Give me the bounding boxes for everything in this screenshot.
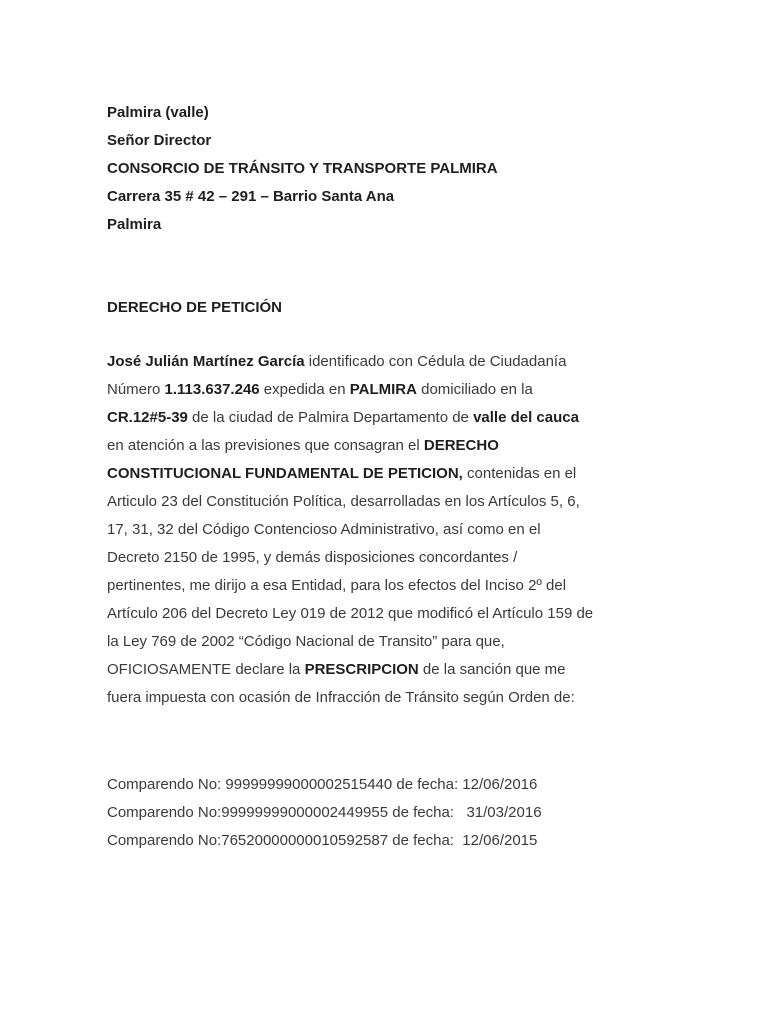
address-line: Carrera 35 # 42 – 291 – Barrio Santa Ana <box>107 188 395 205</box>
citation-item: Comparendo No: 99999999000002515440 de fecha: 12/06/2016 <box>107 776 538 793</box>
paragraph-line: Número 1.113.637.246 expedida en PALMIRA domiciliado en la <box>107 381 533 398</box>
paragraph-line: en atención a las previsiones que consagran el DERECHO <box>107 437 499 454</box>
paragraph-line: OFICIOSAMENTE declare la PRESCRIPCION de la sanción que me <box>107 661 566 678</box>
citation-item: Comparendo No:99999999000002449955 de fecha: 31/03/2016 <box>107 804 542 821</box>
petition-paragraph <box>107 348 667 712</box>
addressee-block <box>107 99 498 239</box>
paragraph-line: CONSTITUCIONAL FUNDAMENTAL DE PETICION, contenidas en el <box>107 465 577 482</box>
department: valle del cauca <box>473 409 579 426</box>
paragraph-line: Decreto 2150 de 1995, y demás disposiciones concordantes / <box>107 549 518 566</box>
paragraph-line: CR.12#5-39 de la ciudad de Palmira Departamento de valle del cauca <box>107 409 579 426</box>
id-number: 1.113.637.246 <box>164 381 260 398</box>
prescription-keyword: PRESCRIPCION <box>304 661 419 678</box>
salutation-line: Señor Director <box>107 132 212 149</box>
place-line: Palmira (valle) <box>107 104 209 121</box>
paragraph-line: la Ley 769 de 2002 “Código Nacional de Transito” para que, <box>107 633 505 650</box>
citation-list <box>107 771 542 855</box>
subject-heading: DERECHO DE PETICIÓN <box>107 299 283 316</box>
organization-line: CONSORCIO DE TRÁNSITO Y TRANSPORTE PALMIRA <box>107 160 498 177</box>
paragraph-line: pertinentes, me dirijo a esa Entidad, para los efectos del Inciso 2º del <box>107 577 567 594</box>
paragraph-line: fuera impuesta con ocasión de Infracción de Tránsito según Orden de: <box>107 689 575 706</box>
petitioner-name: José Julián Martínez García <box>107 353 305 370</box>
citation-item: Comparendo No:76520000000010592587 de fecha: 12/06/2015 <box>107 832 538 849</box>
issue-city: PALMIRA <box>349 381 417 398</box>
city-line: Palmira <box>107 216 162 233</box>
paragraph-line: José Julián Martínez García identificado con Cédula de Ciudadanía <box>107 353 567 370</box>
paragraph-line: Artículo 206 del Decreto Ley 019 de 2012 que modificó el Artículo 159 de <box>107 605 594 622</box>
paragraph-line: Articulo 23 del Constitución Política, desarrolladas en los Artículos 5, 6, <box>107 493 580 510</box>
paragraph-line: 17, 31, 32 del Código Contencioso Administrativo, así como en el <box>107 521 541 538</box>
home-address: CR.12#5-39 <box>107 409 188 426</box>
